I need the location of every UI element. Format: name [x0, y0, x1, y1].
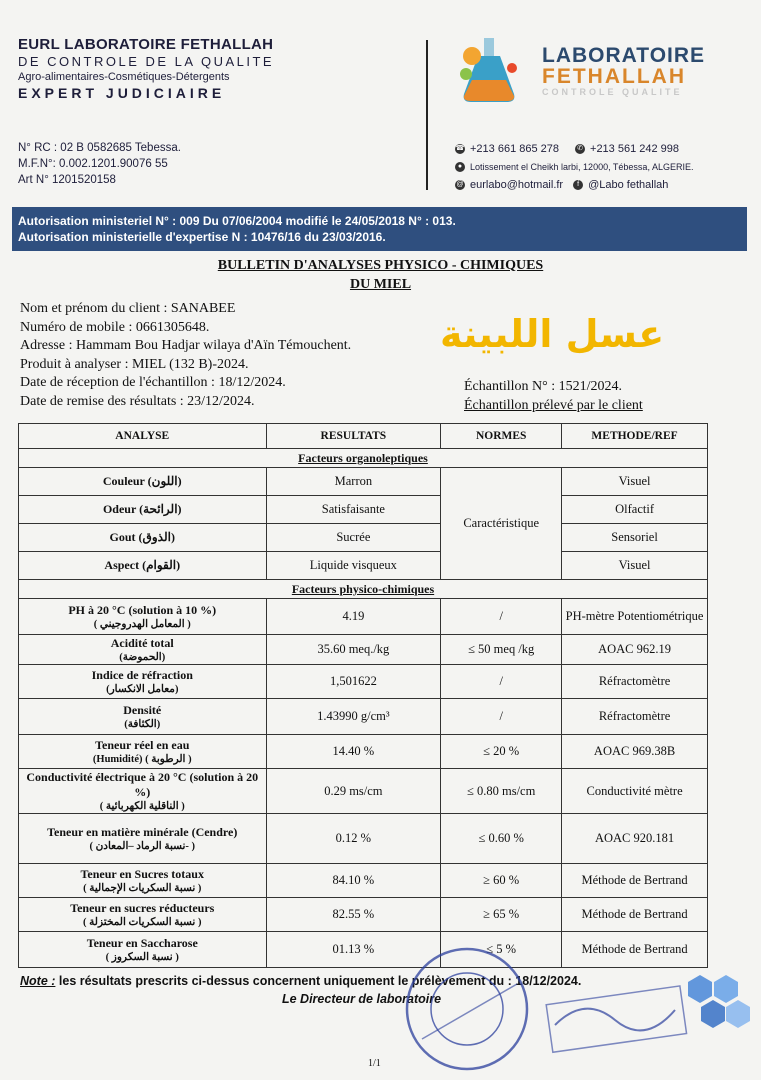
registration-info	[18, 140, 181, 188]
analyse-cell	[19, 699, 267, 735]
product-analyzed: Produit à analyser : MIEL (132 B)-2024.	[20, 356, 249, 372]
method-cell: Conductivité mètre	[562, 769, 708, 814]
analyse-label: Indice de réfraction	[91, 668, 193, 682]
authorization-line-2: Autorisation ministerielle d'expertise N : 10476/16 du 23/03/2016.	[18, 230, 386, 244]
analyse-cell	[19, 735, 267, 769]
table-row	[19, 735, 708, 769]
method-cell: AOAC 969.38B	[562, 735, 708, 769]
header-methode: METHODE/REF	[562, 424, 708, 449]
result-cell: 4.19	[266, 599, 441, 635]
hexagon-decoration-icon	[680, 970, 750, 1040]
logo-line1: LABORATOIRE	[542, 44, 706, 67]
norme-cell: ≤ 0.60 %	[441, 814, 562, 864]
analyse-label: Teneur en sucres réducteurs	[70, 901, 215, 915]
phone-1: +213 661 865 278	[470, 143, 560, 155]
company-domains: Agro-alimentaires-Cosmétiques-Détergents	[18, 71, 230, 83]
sample-info	[464, 378, 643, 415]
analyse-cell	[19, 932, 267, 968]
method-cell: Méthode de Bertrand	[562, 864, 708, 898]
norme-cell: Caractéristique	[441, 468, 562, 580]
norme-cell: ≥ 60 %	[441, 864, 562, 898]
lab-header	[18, 36, 274, 101]
company-subtitle: DE CONTROLE DE LA QUALITE	[18, 54, 275, 69]
section-organoleptiques: Facteurs organoleptiques	[19, 449, 708, 468]
result-cell: 01.13 %	[266, 932, 441, 968]
rc-number: N° RC : 02 B 0582685 Tebessa.	[18, 142, 181, 154]
table-row	[19, 665, 708, 699]
analyse-cell	[19, 599, 267, 635]
result-cell: 82.55 %	[266, 898, 441, 932]
analyse-arabic-label: ( نسبة السكريات المختزلة )	[83, 917, 202, 928]
header-normes: NORMES	[441, 424, 562, 449]
analyse-cell: Gout (الذوق)	[19, 524, 267, 552]
analyse-arabic-label: ( المعامل الهدروجيني )	[93, 619, 191, 630]
director-label: Le Directeur de laboratoire	[282, 992, 442, 1006]
method-cell: AOAC 962.19	[562, 635, 708, 665]
email-icon: @	[456, 181, 464, 188]
analyse-cell: Odeur (الرائحة)	[19, 496, 267, 524]
norme-cell: ≤ 20 %	[441, 735, 562, 769]
analyse-arabic-label: (الحموضة)	[119, 652, 166, 663]
client-mobile: Numéro de mobile : 0661305648.	[20, 319, 210, 335]
norme-cell: /	[441, 599, 562, 635]
analyse-label: Teneur en matière minérale (Cendre)	[47, 825, 238, 839]
result-cell: Liquide visqueux	[266, 552, 441, 580]
result-cell: Satisfaisante	[266, 496, 441, 524]
analyse-arabic-label: ( نسبة السكروز )	[105, 952, 179, 963]
logo-line2: FETHALLAH	[542, 65, 686, 88]
analyse-arabic-label: (معامل الانكسار)	[106, 684, 179, 695]
analyse-arabic-label: (Humidité) ( الرطوبة )	[92, 754, 192, 765]
email-address: eurlabo@hotmail.fr	[470, 179, 564, 191]
method-cell: Visuel	[562, 552, 708, 580]
location-icon: ●	[455, 162, 465, 172]
result-cell: 1.43990 g/cm³	[266, 699, 441, 735]
result-cell: 0.12 %	[266, 814, 441, 864]
analyse-label: Teneur réel en eau	[95, 738, 190, 752]
lab-logo-icon	[452, 34, 530, 106]
director-signature-icon	[545, 985, 690, 1055]
result-cell: 35.60 meq./kg	[266, 635, 441, 665]
method-cell: Méthode de Bertrand	[562, 898, 708, 932]
analyse-cell	[19, 814, 267, 864]
table-row	[19, 524, 708, 552]
table-header-row	[19, 424, 708, 449]
result-cell: 14.40 %	[266, 735, 441, 769]
authorization-line-1: Autorisation ministeriel N° : 009 Du 07/06/2004 modifié le 24/05/2018 N° : 013.	[18, 214, 456, 228]
mf-number: M.F.N°: 0.002.1201.90076 55	[18, 158, 168, 170]
logo-text	[542, 44, 705, 97]
sample-number: Échantillon N° : 1521/2024.	[464, 379, 623, 394]
result-cell: 1,501622	[266, 665, 441, 699]
lab-stamp-icon	[402, 944, 532, 1074]
result-cell: 0.29 ms/cm	[266, 769, 441, 814]
analyse-label: Teneur en Saccharose	[86, 936, 198, 950]
method-cell: Réfractomètre	[562, 699, 708, 735]
authorization-band	[12, 207, 747, 251]
analyse-arabic-label: ( الناقلية الكهربائية )	[99, 801, 185, 812]
analyse-arabic-label: (الكثافة)	[124, 719, 161, 730]
expert-label: EXPERT JUDICIAIRE	[18, 85, 226, 101]
norme-cell: /	[441, 665, 562, 699]
result-cell: 84.10 %	[266, 864, 441, 898]
company-name: EURL LABORATOIRE FETHALLAH	[18, 36, 274, 53]
bulletin-title: BULLETIN D'ANALYSES PHYSICO - CHIMIQUES	[217, 258, 544, 273]
table-row	[19, 552, 708, 580]
reception-date: Date de réception de l'échantillon : 18/12/2024.	[20, 375, 286, 390]
norme-cell: /	[441, 699, 562, 735]
table-row	[19, 599, 708, 635]
client-info	[20, 300, 351, 411]
result-cell: Marron	[266, 468, 441, 496]
method-cell: Méthode de Bertrand	[562, 932, 708, 968]
client-address: Adresse : Hammam Bou Hadjar wilaya d'Aïn Témouchent.	[20, 338, 352, 353]
sample-collected-by: Échantillon prélevé par le client	[464, 397, 643, 413]
table-row	[19, 814, 708, 864]
analyse-arabic-label: ( نسبة السكريات الإجمالية )	[83, 883, 202, 894]
method-cell: Sensoriel	[562, 524, 708, 552]
analyse-label: Densité	[123, 703, 162, 717]
analyse-cell	[19, 665, 267, 699]
logo-line3: CONTROLE QUALITE	[542, 87, 683, 97]
norme-cell: ≤ 50 meq /kg	[441, 635, 562, 665]
header-analyse: ANALYSE	[19, 424, 267, 449]
whatsapp-icon: ✆	[575, 144, 585, 154]
analyse-cell	[19, 769, 267, 814]
results-table	[18, 423, 708, 968]
client-name: Nom et prénom du client : SANABEE	[20, 301, 236, 316]
table-row	[19, 898, 708, 932]
page-number: 1/1	[368, 1058, 381, 1069]
header-divider	[426, 40, 428, 190]
norme-cell: ≤ 0.80 ms/cm	[441, 769, 562, 814]
address-line: Lotissement el Cheikh larbi, 12000, Tébessa, ALGERIE.	[470, 162, 694, 172]
arabic-product-name: عسل اللبينة	[440, 312, 665, 356]
method-cell: Réfractomètre	[562, 665, 708, 699]
header-resultats: RESULTATS	[266, 424, 441, 449]
table-row	[19, 769, 708, 814]
analyse-cell: Aspect (القوام)	[19, 552, 267, 580]
contact-block	[455, 140, 693, 194]
method-cell: AOAC 920.181	[562, 814, 708, 864]
analyse-arabic-label: ( نسبة الرماد –المعادن- )	[89, 841, 196, 852]
method-cell: Olfactif	[562, 496, 708, 524]
table-row	[19, 468, 708, 496]
section-physico-chimiques: Facteurs physico-chimiques	[19, 580, 708, 599]
analyse-label: Conductivité électrique à 20 °C (solution à 20 %)	[26, 770, 259, 799]
norme-cell: ≤ 5 %	[441, 932, 562, 968]
phone-icon: ☎	[455, 145, 465, 152]
result-cell: Sucrée	[266, 524, 441, 552]
facebook-icon: f	[573, 180, 583, 190]
analyse-cell	[19, 898, 267, 932]
table-row	[19, 635, 708, 665]
phone-2: +213 561 242 998	[590, 143, 680, 155]
bulletin-subtitle: DU MIEL	[349, 277, 412, 292]
norme-cell: ≥ 65 %	[441, 898, 562, 932]
table-row	[19, 496, 708, 524]
art-number: Art N° 1201520158	[18, 174, 116, 186]
analyse-cell	[19, 864, 267, 898]
method-cell: PH-mètre Potentiométrique	[562, 599, 708, 635]
table-row	[19, 864, 708, 898]
table-row	[19, 699, 708, 735]
analyse-cell: Couleur (اللون)	[19, 468, 267, 496]
results-date: Date de remise des résultats : 23/12/2024.	[20, 393, 255, 409]
method-cell: Visuel	[562, 468, 708, 496]
analyse-cell	[19, 635, 267, 665]
analyse-label: Teneur en Sucres totaux	[80, 867, 204, 881]
analyse-label: Acidité total	[110, 636, 174, 650]
table-row	[19, 932, 708, 968]
note-text: les résultats prescrits ci-dessus concernent uniquement le prélèvement du : 18/12/2024.	[55, 974, 582, 988]
analyse-label: PH à 20 °C (solution à 10 %)	[68, 603, 217, 617]
facebook-handle: @Labo fethallah	[588, 179, 669, 191]
note-label: Note :	[20, 974, 56, 988]
